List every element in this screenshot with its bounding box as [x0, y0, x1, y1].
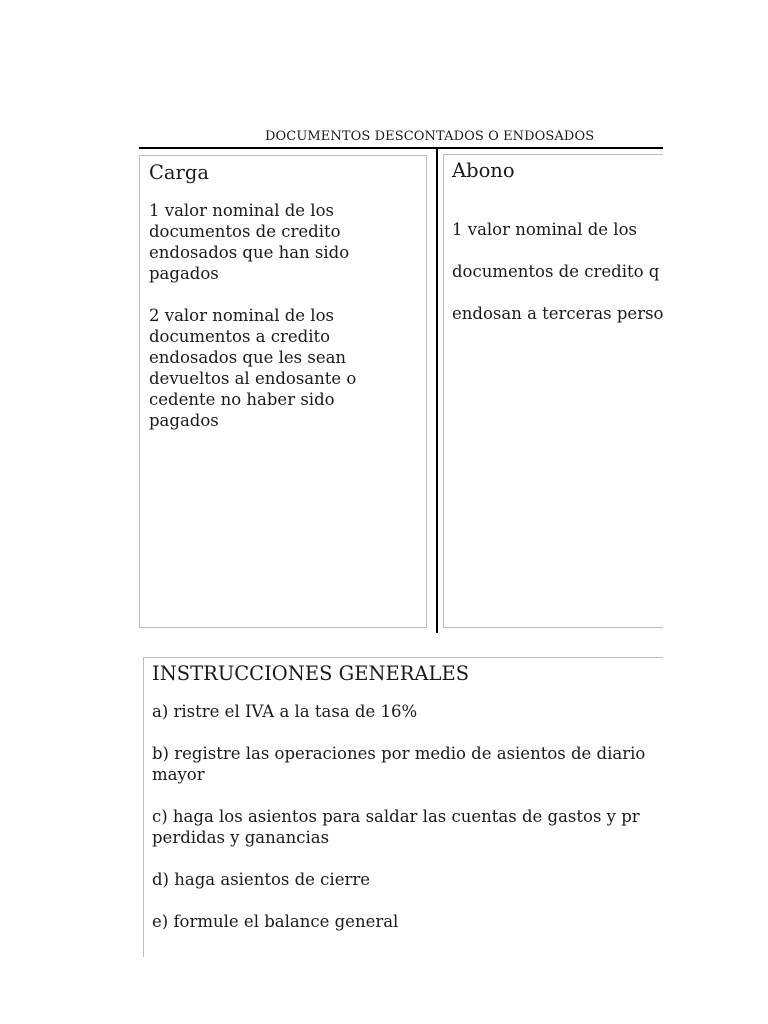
instruccion-c-line1: c) haga los asientos para saldar las cuentas de gastos y pr	[152, 807, 640, 826]
abono-textbox	[443, 154, 663, 628]
instruccion-e	[152, 911, 663, 932]
instruccion-d-line1: d) haga asientos de cierre	[152, 870, 370, 889]
abono-item-1	[452, 198, 663, 345]
instruccion-b-line1: b) registre las operaciones por medio de asientos de diario	[152, 744, 646, 763]
instruccion-a	[152, 701, 663, 722]
document-title: DOCUMENTOS DESCONTADOS O ENDOSADOS	[265, 129, 595, 144]
instrucciones-textbox	[143, 657, 663, 957]
carga-heading: Carga	[149, 161, 209, 184]
carga-textbox	[139, 155, 427, 628]
instruccion-c-line2: perdidas y ganancias	[152, 828, 330, 847]
instruccion-c	[152, 806, 663, 848]
instruccion-d	[152, 869, 663, 890]
instruccion-b	[152, 743, 663, 785]
t-account-vertical-rule	[436, 148, 438, 633]
abono-heading: Abono	[452, 159, 515, 182]
abono-item-1-line1: 1 valor nominal de los	[452, 220, 637, 239]
instrucciones-heading: INSTRUCCIONES GENERALES	[152, 662, 470, 685]
abono-item-1-line2: documentos de credito q	[452, 262, 660, 281]
instruccion-b-line2: mayor	[152, 765, 205, 784]
t-account-horizontal-rule	[139, 147, 663, 149]
carga-item-1: 1 valor nominal de los documentos de credito endosados que han sido pagados	[149, 201, 350, 283]
instruccion-e-line1: e) formule el balance general	[152, 912, 399, 931]
carga-item-2: 2 valor nominal de los documentos a credito endosados que les sean devueltos al endosante o cedente no haber sido pagados	[149, 306, 357, 430]
abono-item-1-line3: endosan a terceras perso	[452, 304, 663, 323]
instruccion-a-line1: a) ristre el IVA a la tasa de 16%	[152, 702, 418, 721]
